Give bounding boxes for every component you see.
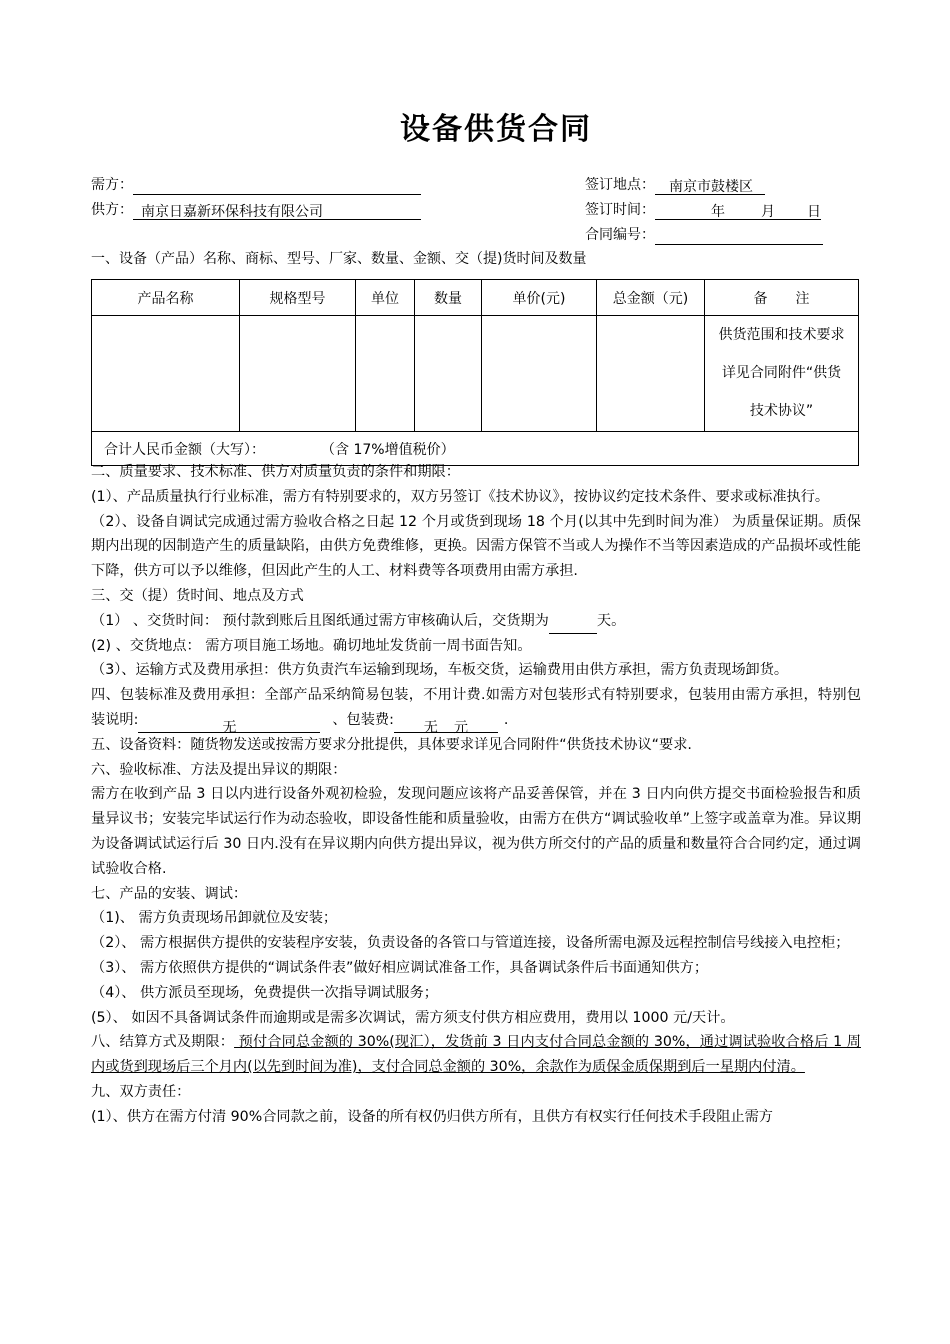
section-7-clause-4: （4）、 供方派员至现场，免费提供一次指导调试服务； xyxy=(91,984,438,1001)
remarks-line: 技术协议” xyxy=(749,403,814,419)
table-row xyxy=(92,316,859,432)
section-6-clause: 需方在收到产品 3 日以内进行设备外观初检验，发现问题应该将产品妥善保管，并在 3 日内向供方提交书面检验报告和质量异议书；安装完毕试运行作为动态验收，即设备性能和质量验收，由需方在供方“调试验收单”上签字或盖章为准。异议期为设备调试试运行后 30 日内.没有在异议期内向供方提出异议，视为供方所交付的产品的质量和数量符合合同约定，通过调试验收合格. xyxy=(91,786,861,877)
packaging-fee-label: 、包装费: xyxy=(332,711,394,728)
section-4 xyxy=(91,683,861,736)
col-total: 总金额（元) xyxy=(597,280,705,316)
supplier-name-text: 南京日嘉新环保科技有限公司 xyxy=(141,204,323,220)
delivery-days-blank xyxy=(549,617,597,634)
sign-time-month: 月 xyxy=(761,204,775,220)
remarks-line: 详见合同附件“供货 xyxy=(721,365,842,381)
sign-place-row xyxy=(585,175,765,195)
section-2-clause-2: （2）、设备自调试完成通过需方验收合格之日起 12 个月或货到现场 18 个月(以其中先到时间为准） 为质量保证期。质保期内出现的因制造产生的质量缺陷，由供方免费维修，更换。因需方保管不当或人为操作不当等因素造成的产品损坏或性能下降，供方可以予以维修，但因此产生的人工、材料费等各项费用由需方承担. xyxy=(91,513,861,580)
section-3-clause-3: （3）、运输方式及费用承担：供方负责汽车运输到现场，车板交货，运输费用由供方承担，需方负责现场卸货。 xyxy=(91,662,789,679)
sign-time-blank xyxy=(655,202,821,220)
table-cell xyxy=(415,316,482,432)
delivery-days-unit: 天。 xyxy=(596,612,626,629)
packaging-fee-blank xyxy=(394,716,498,736)
section-7-clause-3: （3）、 需方依照供方提供的“调试条件表”做好相应调试准备工作，具备调试条件后书面通知供方； xyxy=(91,959,709,976)
supplier-label: 供方： xyxy=(91,202,133,218)
tax-note: （含 17%增值税价） xyxy=(321,441,455,458)
section-8-label: 八、结算方式及期限： xyxy=(91,1034,235,1051)
contract-no-label: 合同编号： xyxy=(585,227,655,243)
sign-time-year: 年 xyxy=(711,204,725,220)
table-cell xyxy=(92,316,240,432)
section-8-text: 预付合同总金额的 30%(现汇），发货前 3 日内支付合同总金额的 30%，通过调试验收合格后 1 周内或货到现场后三个月内(以先到时间为准)，支付合同总金额的 30%，余款作为质保金质保期到后一星期内付清。 xyxy=(91,1034,861,1076)
packaging-end: . xyxy=(503,711,509,728)
section-6-title: 六、验收标准、方法及提出异议的期限： xyxy=(91,761,347,778)
delivery-time-text: （1） 、交货时间： 预付款到账后且图纸通过需方审核确认后，交货期为 xyxy=(91,612,549,629)
special-packaging-value: 无 xyxy=(222,719,237,736)
buyer-label: 需方： xyxy=(91,177,133,193)
remarks-line: 供货范围和技术要求 xyxy=(718,327,845,343)
section-5: 五、设备资料：随货物发送或按需方要求分批提供，具体要求详见合同附件“供货技术协议“要求. xyxy=(91,736,692,753)
section-2-title: 二、质量要求、技术标准、供方对质量负责的条件和期限： xyxy=(91,464,460,480)
section-3-title: 三、交（提）货时间、地点及方式 xyxy=(91,587,304,604)
page-title: 设备供货合同 xyxy=(400,112,592,147)
packaging-fee-value: 无 xyxy=(423,719,438,736)
section-7-clause-1: （1)、 需方负责现场吊卸就位及安装； xyxy=(91,910,338,927)
table-cell xyxy=(597,316,705,432)
section-7-clause-5: (5）、 如因不具备调试条件而逾期或是需多次调试，需方须支付供方相应费用，费用以 1000 元/天计。 xyxy=(91,1009,735,1026)
section-1-title: 一、设备（产品）名称、商标、型号、厂家、数量、金额、交（提)货时间及数量 xyxy=(91,251,587,267)
table-cell xyxy=(482,316,597,432)
section-3-clause-1 xyxy=(91,609,861,634)
section-2-clause-1: (1）、产品质量执行行业标准，需方有特别要求的，双方另签订《技术协议》，按协议约定技术条件、要求或标准执行。 xyxy=(91,488,830,505)
sign-place-text: 南京市鼓楼区 xyxy=(669,179,753,195)
supplier-row xyxy=(91,200,421,220)
sign-time-label: 签订时间： xyxy=(585,202,655,218)
table-header-row xyxy=(92,280,859,316)
section-7-title: 七、产品的安装、调试： xyxy=(91,885,248,902)
sign-place-value xyxy=(655,177,765,195)
remarks-cell xyxy=(705,316,859,432)
table-cell xyxy=(356,316,415,432)
table-cell xyxy=(240,316,356,432)
col-remarks: 备 注 xyxy=(705,280,859,316)
sign-place-label: 签订地点： xyxy=(585,177,655,193)
section-8 xyxy=(91,1030,861,1080)
buyer-blank xyxy=(133,177,421,195)
special-packaging-blank xyxy=(138,716,320,736)
supplier-name xyxy=(133,202,421,220)
total-label: 合计人民币金额（大写）： xyxy=(104,441,265,458)
col-unit: 单位 xyxy=(356,280,415,316)
col-qty: 数量 xyxy=(415,280,482,316)
contract-no-row xyxy=(585,225,823,245)
packaging-fee-unit: 元 xyxy=(453,719,469,736)
buyer-row xyxy=(91,175,421,195)
section-4-text: 四、包装标准及费用承担：全部产品采纳简易包装，不用计费.如需方对包装形式有特别要求，包装用由需方承担，特别包装说明: xyxy=(91,687,861,728)
sign-time-day: 日 xyxy=(807,204,821,220)
col-spec: 规格型号 xyxy=(240,280,356,316)
sign-time-row xyxy=(585,200,821,220)
col-product-name: 产品名称 xyxy=(92,280,240,316)
section-7-clause-2: （2）、 需方根据供方提供的安装程序安装，负责设备的各管口与管道连接，设备所需电源及远程控制信号线接入电控柜； xyxy=(91,935,850,952)
section-9-title: 九、双方责任： xyxy=(91,1083,191,1100)
section-3-clause-2: (2) 、交货地点： 需方项目施工场地。确切地址发货前一周书面告知。 xyxy=(91,637,532,654)
col-unit-price: 单价(元) xyxy=(482,280,597,316)
contract-no-blank xyxy=(655,227,823,245)
goods-table xyxy=(91,279,859,466)
section-9-clause-1: (1）、供方在需方付清 90%合同款之前，设备的所有权仍归供方所有，且供方有权实行任何技术手段阻止需方 xyxy=(91,1108,773,1125)
contract-body xyxy=(91,460,861,1130)
